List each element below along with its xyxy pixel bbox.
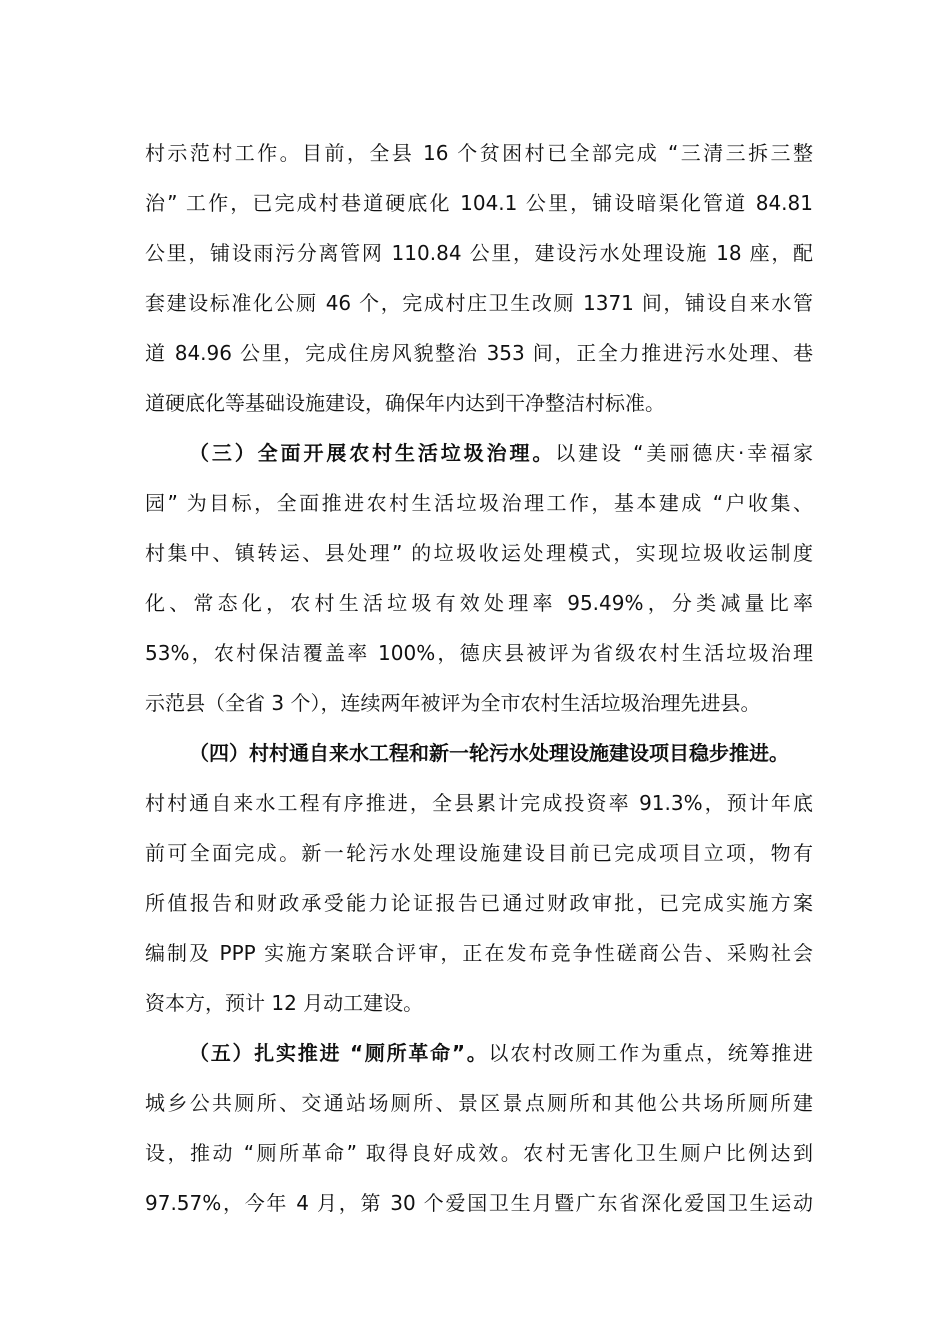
text-run: 化、常态化，农村生活垃圾有效处理率 95.49%，分类减量比率 [145,591,813,615]
text-line [145,331,813,381]
text-run: 村集中、镇转运、县处理” 的垃圾收运处理模式，实现垃圾收运制度 [145,541,813,565]
text-line [145,681,813,731]
text-run: 公里，铺设雨污分离管网 110.84 公里，建设污水处理设施 18 座，配 [145,241,813,265]
text-line [145,581,813,631]
text-line [145,731,813,781]
text-line [145,381,813,431]
text-line [145,281,813,331]
text-run: 资本方，预计 12 月动工建设。 [145,991,424,1015]
text-line [145,781,813,831]
text-run: 城乡公共厕所、交通站场厕所、景区景点厕所和其他公共场所厕所建 [145,1091,813,1115]
text-run: 道 84.96 公里，完成住房风貌整治 353 间，正全力推进污水处理、巷 [145,341,813,365]
text-line [145,931,813,981]
section-heading: （五）扎实推进 “厕所革命”。 [189,1041,489,1065]
text-run: 以建设 “美丽德庆·幸福家 [555,441,814,465]
text-line [145,1181,813,1231]
text-run: 53%，农村保洁覆盖率 100%，德庆县被评为省级农村生活垃圾治理 [145,641,813,665]
text-run: 道硬底化等基础设施建设，确保年内达到干净整洁村标准。 [145,391,665,415]
text-run: 所值报告和财政承受能力论证报告已通过财政审批，已完成实施方案 [145,891,813,915]
text-line [145,1131,813,1181]
section-heading: （三）全面开展农村生活垃圾治理。 [189,441,556,465]
section-heading: （四）村村通自来水工程和新一轮污水处理设施建设项目稳步推进。 [189,741,789,765]
text-run: 园” 为目标，全面推进农村生活垃圾治理工作，基本建成 “户收集、 [145,491,813,515]
text-line [145,831,813,881]
text-line [145,431,813,481]
text-line [145,131,813,181]
text-run: 治” 工作，已完成村巷道硬底化 104.1 公里，铺设暗渠化管道 84.81 [145,191,813,215]
text-run: 编制及 PPP 实施方案联合评审，正在发布竞争性磋商公告、采购社会 [145,941,813,965]
text-run: 村示范村工作。目前，全县 16 个贫困村已全部完成 “三清三拆三整 [145,141,813,165]
text-line [145,631,813,681]
text-run: 前可全面完成。新一轮污水处理设施建设目前已完成项目立项，物有 [145,841,813,865]
text-run: 套建设标准化公厕 46 个，完成村庄卫生改厕 1371 间，铺设自来水管 [145,291,813,315]
text-line [145,1031,813,1081]
text-line [145,1081,813,1131]
document-body [145,131,813,1231]
text-run: 设，推动 “厕所革命” 取得良好成效。农村无害化卫生厕户比例达到 [145,1141,813,1165]
text-line [145,881,813,931]
text-line [145,181,813,231]
text-line [145,981,813,1031]
text-run: 示范县（全省 3 个），连续两年被评为全市农村生活垃圾治理先进县。 [145,691,761,715]
text-line [145,231,813,281]
text-line [145,531,813,581]
text-run: 以农村改厕工作为重点，统筹推进 [488,1041,813,1065]
text-run: 97.57%，今年 4 月，第 30 个爱国卫生月暨广东省深化爱国卫生运动 [145,1191,813,1215]
text-run: 村村通自来水工程有序推进，全县累计完成投资率 91.3%，预计年底 [145,791,813,815]
text-line [145,481,813,531]
